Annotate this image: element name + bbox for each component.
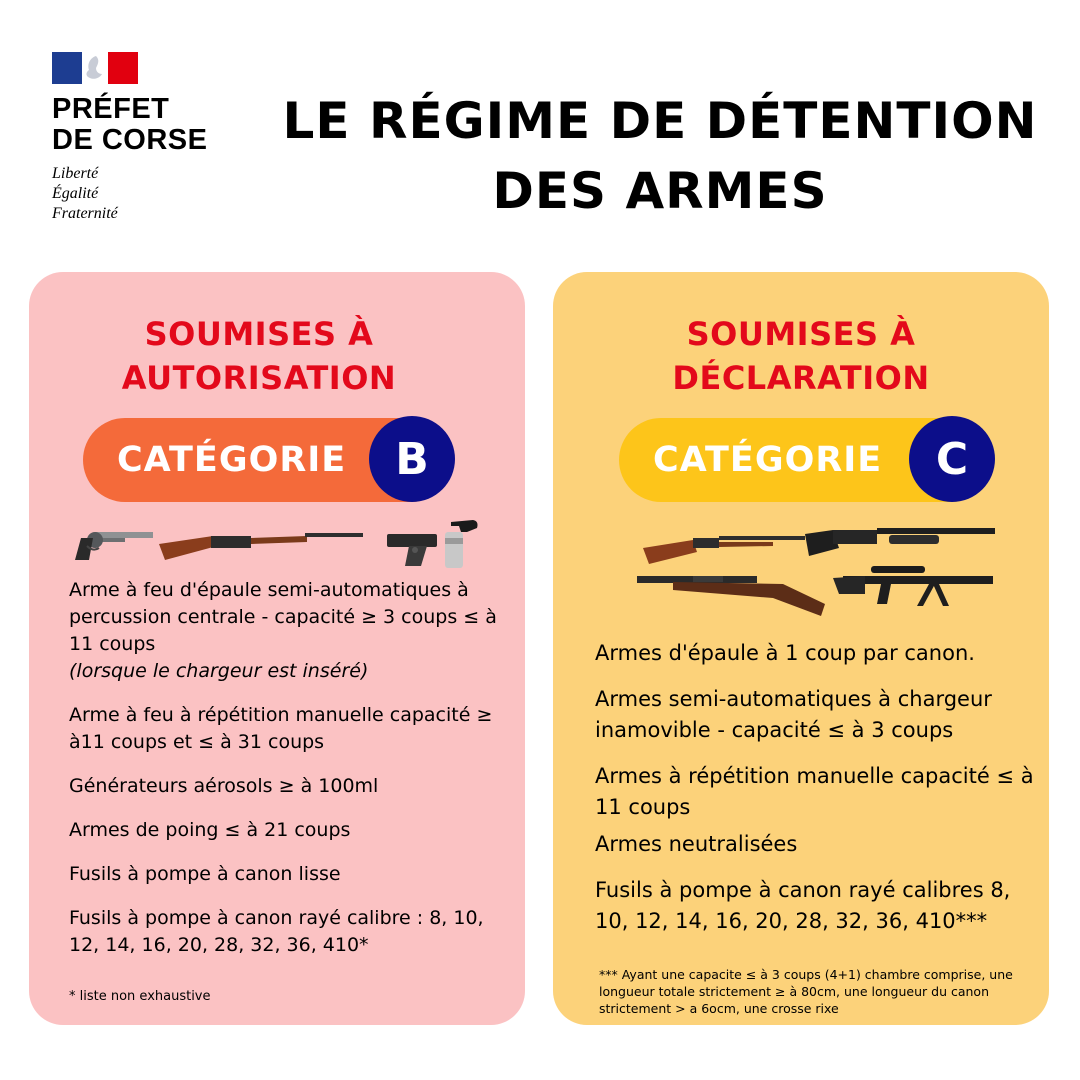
card-autorisation: [29, 272, 525, 1025]
list-item: Générateurs aérosols ≥ à 100ml: [69, 775, 379, 797]
motto-egalite: Égalité: [52, 185, 99, 202]
prefet-line1: PRÉFET: [52, 93, 170, 125]
card-c-title: [553, 312, 1049, 400]
aerosol-spray-icon: [445, 520, 478, 568]
category-c-badge: [619, 418, 993, 502]
list-item: Armes à répétition manuelle capacité ≤ à 11 coups: [595, 764, 1034, 819]
category-label: CATÉGORIE: [117, 440, 347, 480]
card-c-title-line2: DÉCLARATION: [672, 359, 930, 397]
list-item-note: (lorsque le chargeur est inséré): [69, 660, 369, 682]
list-item: [69, 577, 509, 685]
card-c-weapons: [633, 520, 1003, 620]
card-b-title-line2: AUTORISATION: [121, 359, 397, 397]
list-item: Armes d'épaule à 1 coup par canon.: [595, 641, 975, 665]
list-item: Fusils à pompe à canon lisse: [69, 863, 341, 885]
list-item: Armes neutralisées: [595, 832, 798, 856]
list-item: Fusils à pompe à canon rayé calibres 8, 10, 12, 14, 16, 20, 28, 32, 36, 410***: [595, 878, 1011, 933]
card-b-weapons: [67, 516, 507, 568]
revolver-icon: [75, 532, 153, 560]
list-item: Arme à feu à répétition manuelle capacité ≥ à11 coups et ≤ à 31 coups: [69, 704, 493, 753]
list-item: Fusils à pompe à canon rayé calibre : 8, 10, 12, 14, 16, 20, 28, 32, 36, 410*: [69, 907, 484, 956]
rifle-icon: [159, 533, 363, 560]
category-letter-b: B: [369, 416, 455, 502]
pump-shotgun-icon: [805, 528, 995, 556]
card-b-item-list: [69, 577, 509, 976]
category-letter-c: C: [909, 416, 995, 502]
prefet-logo: [52, 52, 207, 224]
card-b-title-line1: SOUMISES À: [144, 315, 374, 353]
motto-liberte: Liberté: [52, 165, 99, 182]
card-declaration: [553, 272, 1049, 1025]
card-b-title: [29, 312, 489, 400]
shotgun-icon: [643, 536, 805, 564]
pistol-icon: [387, 534, 437, 566]
prefet-line2: DE CORSE: [52, 124, 208, 156]
category-b-badge: [83, 418, 453, 502]
list-item: Armes semi-automatiques à chargeur inamovible - capacité ≤ à 3 coups: [595, 687, 992, 742]
marianne-flag-icon: [52, 52, 138, 84]
card-b-footnote: * liste non exhaustive: [69, 989, 211, 1004]
page-title-line2: DES ARMES: [492, 162, 828, 220]
list-item: Armes de poing ≤ à 21 coups: [69, 819, 351, 841]
motto-fraternite: Fraternité: [52, 205, 118, 222]
motto: [52, 164, 207, 224]
bolt-rifle-icon: [637, 576, 825, 616]
prefet-name: [52, 94, 207, 156]
card-c-item-list: [595, 638, 1035, 952]
category-label: CATÉGORIE: [653, 440, 883, 480]
list-item-text: Arme à feu d'épaule semi-automatiques à percussion centrale - capacité ≥ 3 coups ≤ à 11 coups: [69, 579, 497, 655]
sniper-rifle-icon: [833, 566, 993, 606]
card-c-title-line1: SOUMISES À: [686, 315, 916, 353]
page-title: [265, 86, 1055, 226]
card-c-footnote: *** Ayant une capacite ≤ à 3 coups (4+1) chambre comprise, une longueur totale strictement ≥ à 80cm, une longueur du canon strictement > a 6ocm, une crosse rixe: [599, 967, 1013, 1016]
page-title-line1: LE RÉGIME DE DÉTENTION: [282, 92, 1038, 150]
